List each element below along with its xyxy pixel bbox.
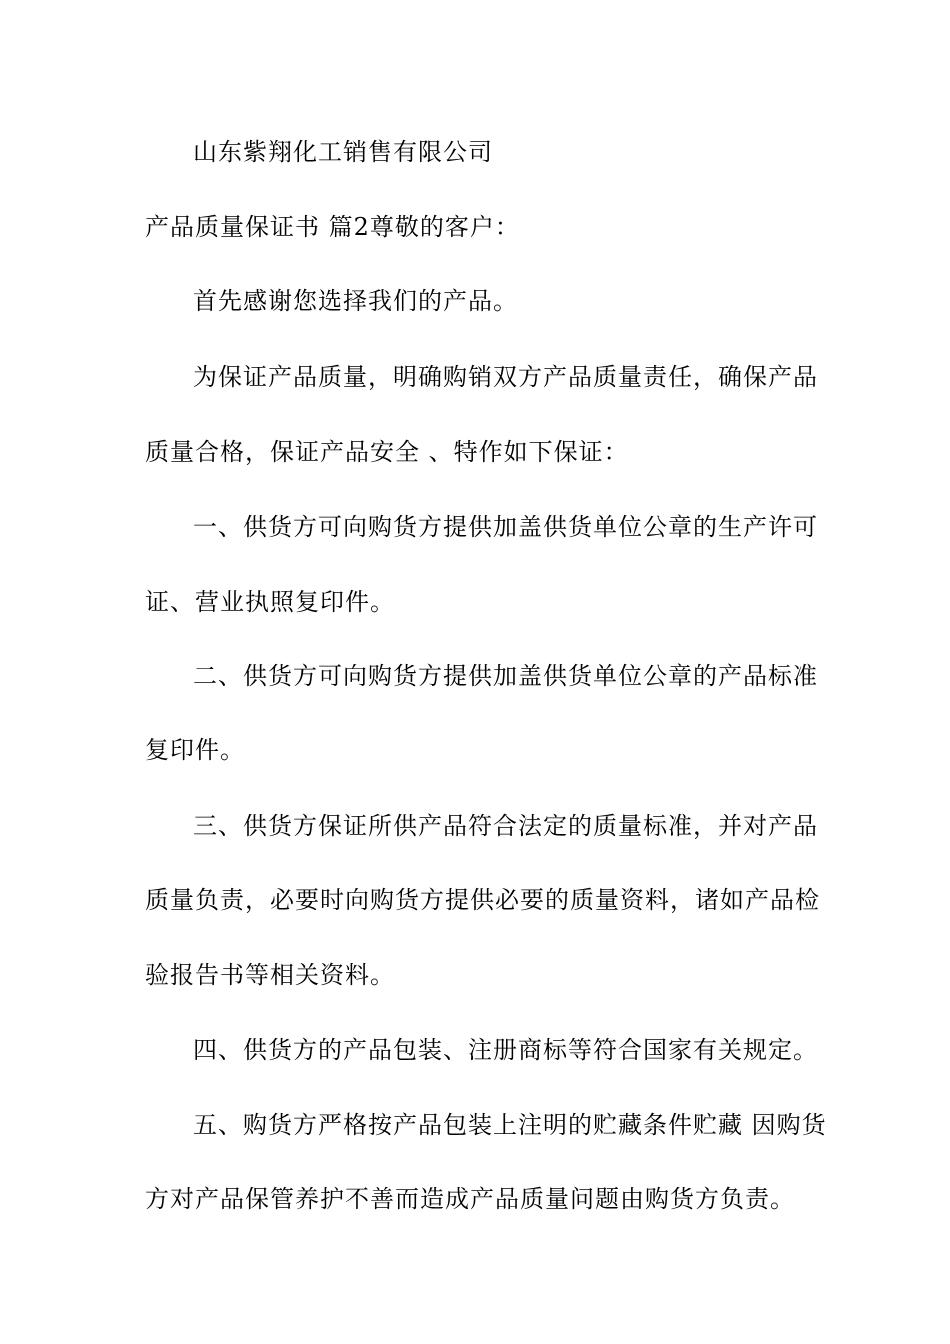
clause-one-line: 证、营业执照复印件。 (145, 588, 395, 616)
clause-two-line: 复印件。 (145, 736, 245, 764)
clause-three-line: 三、供货方保证所供产品符合法定的质量标准，并对产品 (193, 812, 818, 840)
clause-three-line: 验报告书等相关资料。 (145, 961, 395, 989)
clause-four-line: 四、供货方的产品包装、注册商标等符合国家有关规定。 (193, 1036, 818, 1064)
clause-one-line: 一、供货方可向购货方提供加盖供货单位公章的生产许可 (193, 513, 818, 541)
clause-five-line: 方对产品保管养护不善而造成产品质量问题由购货方负责。 (145, 1185, 795, 1213)
company-name-line: 山东紫翔化工销售有限公司 (193, 138, 493, 166)
paragraph-line: 为保证产品质量，明确购销双方产品质量责任，确保产品 (193, 363, 818, 391)
certificate-title-line: 产品质量保证书 篇2尊敬的客户： (145, 213, 520, 241)
paragraph-line: 首先感谢您选择我们的产品。 (193, 287, 518, 315)
clause-five-line: 五、购货方严格按产品包装上注明的贮藏条件贮藏 因购货 (193, 1111, 827, 1139)
clause-two-line: 二、供货方可向购货方提供加盖供货单位公章的产品标准 (193, 662, 818, 690)
clause-three-line: 质量负责，必要时向购货方提供必要的质量资料，诸如产品检 (145, 886, 820, 914)
paragraph-line: 质量合格，保证产品安全 、特作如下保证： (145, 438, 629, 466)
